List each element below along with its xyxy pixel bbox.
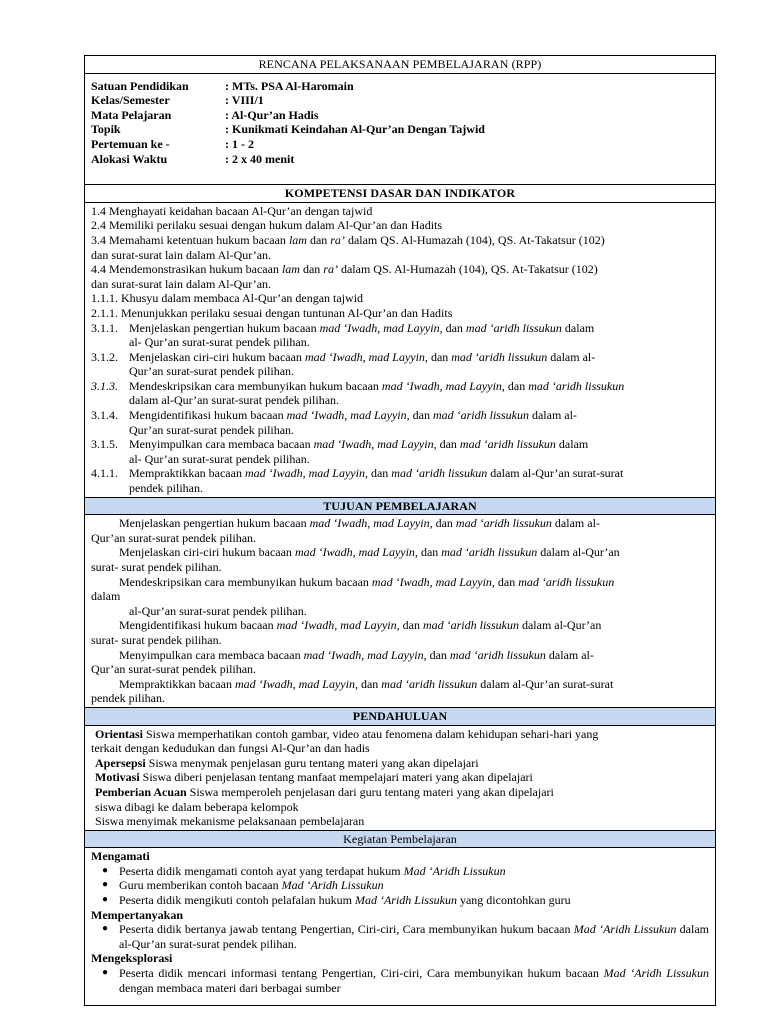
pd-item: siswa dibagi ke dalam beberapa kelompok [95,799,299,814]
bullet-icon: ● [101,864,109,876]
indicator-item-cont: al- Qur’an surat-surat pendek pilihan. [129,335,310,350]
kd-section [85,203,715,498]
indicator-item: 4.1.1. Mempraktikkan bacaan mad ‘Iwadh, mad Layyin, dan mad ‘aridh lissukun dalam al-Qur’an surat-surat [91,466,624,481]
kg-header: Kegiatan Pembelajaran [85,831,715,849]
tp-item: Menjelaskan ciri-ciri hukum bacaan mad ‘Iwadh, mad Layyin, dan mad ‘aridh lissukun dalam al-Qur’an [119,545,620,560]
bullet-icon: ● [101,923,109,935]
identity-label: Satuan Pendidikan [91,78,189,93]
indicator-item-cont: Qur’an surat-surat pendek pilihan. [129,422,295,437]
indicator-item-cont: dalam al-Qur’an surat-surat pendek pilihan. [129,393,340,408]
kg-list-item: ● Peserta didik mengamati contoh ayat yang terdapat hukum Mad ‘Aridh Lissukun [91,864,709,879]
indicator-item: 3.1.2. Menjelaskan ciri-ciri hukum bacaan mad ‘Iwadh, mad Layyin, dan mad ‘aridh lissukun dalam al- [91,349,596,364]
tp-item-cont: surat- surat pendek pilihan. [91,632,222,647]
identity-label: Alokasi Waktu [91,151,168,166]
tp-item-cont: surat- surat pendek pilihan. [91,560,222,574]
identity-value: : 2 x 40 menit [225,151,295,166]
identity-row [91,122,709,137]
indicator-item: 1.1.1. Khusyu dalam membaca Al-Qur’an dengan tajwid [91,291,364,306]
identity-row [91,108,709,123]
pd-section [85,726,715,831]
tp-item: Menyimpulkan cara membaca bacaan mad ‘Iwadh, mad Layyin, dan mad ‘aridh lissukun dalam al- [119,647,594,662]
rpp-document [84,55,716,1006]
indicator-item-cont: al- Qur’an surat-surat pendek pilihan. [129,451,310,466]
kg-subheading: Mempertanyakan [91,907,183,922]
tp-item: Mempraktikkan bacaan mad ‘Iwadh, mad Layyin, dan mad ‘aridh lissukun dalam al-Qur’an surat-surat [119,676,614,691]
indicator-item: 3.1.5. Menyimpulkan cara membaca bacaan mad ‘Iwadh, mad Layyin, dan mad ‘aridh lissukun dalam [91,437,589,452]
tp-item: Mengidentifikasi hukum bacaan mad ‘Iwadh, mad Layyin, dan mad ‘aridh lissukun dalam al-Qur’an [119,618,602,633]
indicator-item: 3.1.4. Mengidentifikasi hukum bacaan mad ‘Iwadh, mad Layyin, dan mad ‘aridh lissukun dalam al- [91,408,577,423]
pd-item: Motivasi Siswa diberi penjelasan tentang manfaat mempelajari materi yang akan dipelajari [95,770,533,785]
identity-label: Topik [91,122,121,137]
indicator-item-cont: Qur’an surat-surat pendek pilihan. [129,364,295,379]
tp-item-cont: Qur’an surat-surat pendek pilihan. [91,530,257,545]
kg-list-item: ● Peserta didik bertanya jawab tentang Pengertian, Ciri-ciri, Cara membunyikan hukum bacaan Mad ‘Aridh Lissukun dalam al-Qur’an surat-surat pendek pilihan. [91,922,709,951]
pd-item: Apersepsi Siswa menymak penjelasan guru tentang materi yang akan dipelajari [95,755,479,770]
kd-item: 4.4 Mendemonstrasikan hukum bacaan lam dan ra’ dalam QS. Al-Humazah (104), QS. At-Takatsur (102) [91,262,598,277]
identity-row [91,93,709,108]
indicator-item: 3.1.3. Mendeskripsikan cara membunyikan hukum bacaan mad ‘Iwadh, mad Layyin, dan mad ‘aridh lissukun [91,378,625,393]
pd-item-cont: terkait dengan kedudukan dan fungsi Al-Qur’an dan hadis [91,741,370,756]
bullet-icon: ● [101,967,109,979]
kg-subheading: Mengamati [91,849,150,864]
identity-label: Mata Pelajaran [91,107,172,122]
indicator-item: 2.1.1. Menunjukkan perilaku sesuai dengan tuntunan Al-Qur’an dan Hadits [91,305,453,320]
identity-row [91,79,709,94]
document-title: RENCANA PELAKSANAAN PEMBELAJARAN (RPP) [85,56,715,74]
kd-item: 1.4 Menghayati keidahan bacaan Al-Qur’an dengan tajwid [91,203,373,218]
kd-item: 2.4 Memiliki perilaku sesuai dengan hukum dalam Al-Qur’an dan Hadits [91,218,443,233]
pd-item: Orientasi Siswa memperhatikan contoh gambar, video atau fenomena dalam kehidupan sehari-hari yang [95,726,599,741]
identity-value: : 1 - 2 [225,136,254,151]
kg-subheading: Mengeksplorasi [91,951,173,966]
identity-value: : MTs. PSA Al-Haromain [225,78,354,93]
kd-item: 3.4 Memahami ketentuan hukum bacaan lam dan ra’ dalam QS. Al-Humazah (104), QS. At-Takatsur (102) [91,232,605,247]
kg-list [91,922,709,951]
indicator-item: 3.1.1. Menjelaskan pengertian hukum bacaan mad ‘Iwadh, mad Layyin, dan mad ‘aridh lissukun dalam [91,320,595,335]
kd-item-cont: dan surat-surat lain dalam Al-Qur’an. [91,247,272,262]
identity-section [85,74,715,186]
tp-item: Menjelaskan pengertian hukum bacaan mad ‘Iwadh, mad Layyin, dan mad ‘aridh lissukun dalam al- [119,516,600,531]
tp-item-cont: Qur’an surat-surat pendek pilihan. [91,662,257,677]
identity-value: : Al-Qur’an Hadis [225,107,319,122]
pd-header: PENDAHULUAN [85,708,715,726]
identity-value: : VIII/1 [225,93,264,108]
tp-item-cont: pendek pilihan. [91,691,165,706]
identity-row [91,137,709,152]
tp-section [85,515,715,708]
tp-header: TUJUAN PEMBELAJARAN [85,498,715,516]
kg-list-item: ● Peserta didik mencari informasi tentang Pengertian, Ciri-ciri, Cara membunyikan hukum bacaan Mad ‘Aridh Lissukun dengan membaca materi dari berbagai sumber [91,966,709,995]
tp-item-cont: al-Qur’an surat-surat pendek pilihan. [129,603,307,618]
identity-value: : Kunikmati Keindahan Al-Qur’an Dengan Tajwid [225,122,485,137]
identity-row [91,152,709,167]
kg-list-item: ● Peserta didik mengikuti contoh pelafalan hukum Mad ‘Aridh Lissukun yang dicontohkan guru [91,893,709,908]
identity-label: Kelas/Semester [91,93,170,108]
kg-list [91,966,709,995]
bullet-icon: ● [101,879,109,891]
pd-item: Siswa menyimak mekanisme pelaksanaan pembelajaran [95,814,365,829]
kd-header: KOMPETENSI DASAR DAN INDIKATOR [85,185,715,203]
kd-item-cont: dan surat-surat lain dalam Al-Qur’an. [91,276,272,291]
kg-section [85,848,715,1005]
kg-list [91,864,709,908]
tp-item-cont: dalam [91,589,121,604]
identity-label: Pertemuan ke - [91,136,170,151]
bullet-icon: ● [101,894,109,906]
kg-list-item: ● Guru memberikan contoh bacaan Mad ‘Aridh Lissukun [91,878,709,893]
tp-item: Mendeskripsikan cara membunyikan hukum bacaan mad ‘Iwadh, mad Layyin, dan mad ‘aridh lissukun [119,574,615,589]
indicator-item-cont: pendek pilihan. [129,481,203,496]
pd-item: Pemberian Acuan Siswa memperoleh penjelasan dari guru tentang materi yang akan dipelajari [95,784,554,799]
